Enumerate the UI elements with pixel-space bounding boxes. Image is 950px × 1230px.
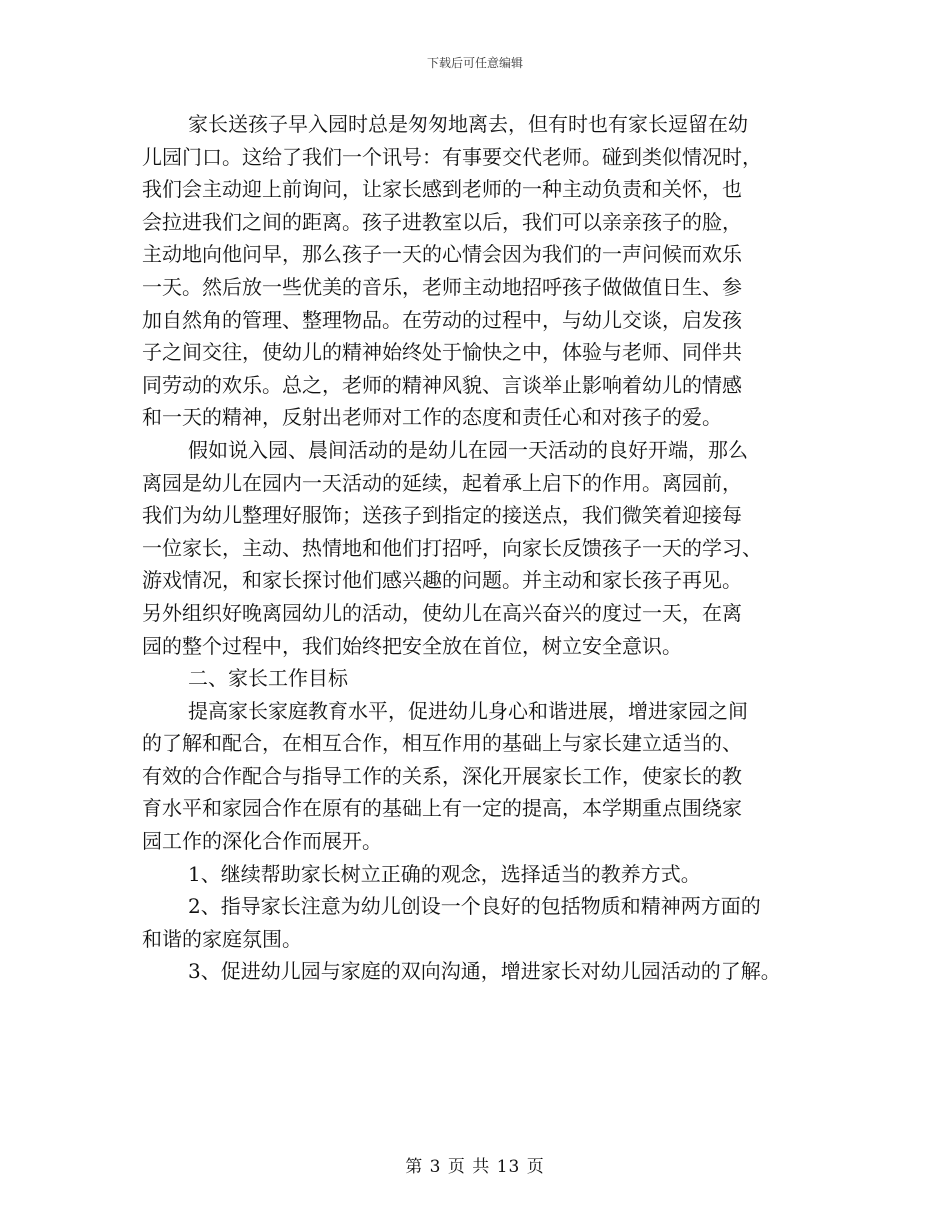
text-line: 有效的合作配合与指导工作的关系，深化开展家长工作，使家长的教 — [142, 763, 742, 788]
body-text — [142, 108, 832, 988]
text-line: 和一天的精神，反射出老师对工作的态度和责任心和对孩子的爱。 — [142, 405, 722, 430]
text-line: 育水平和家园合作在原有的基础上有一定的提高，本学期重点围绕家 — [142, 796, 742, 821]
text-line: 会拉进我们之间的距离。孩子进教室以后，我们可以亲亲孩子的脸， — [142, 209, 742, 234]
text-line: 2、指导家长注意为幼儿创设一个良好的包括物质和精神两方面的 — [188, 894, 761, 919]
text-line: 提高家长家庭教育水平，促进幼儿身心和谐进展，增进家园之间 — [188, 698, 748, 723]
header-note: 下载后可任意编辑 — [426, 56, 523, 70]
text-line: 儿园门口。这给了我们一个讯号：有事要交代老师。碰到类似情况时， — [142, 144, 762, 169]
page-footer: 第 3 页 共 13 页 — [405, 1157, 545, 1177]
text-line: 园工作的深化合作而展开。 — [142, 829, 382, 854]
text-line: 二、家长工作目标 — [188, 666, 348, 691]
text-line: 我们会主动迎上前询问，让家长感到老师的一种主动负责和关怀，也 — [142, 177, 742, 202]
text-line: 一位家长，主动、热情地和他们打招呼，向家长反馈孩子一天的学习、 — [142, 535, 762, 560]
text-line: 的了解和配合，在相互合作，相互作用的基础上与家长建立适当的、 — [142, 731, 742, 756]
text-line: 我们为幼儿整理好服饰；送孩子到指定的接送点，我们微笑着迎接每 — [142, 503, 742, 528]
text-line: 同劳动的欢乐。总之，老师的精神风貌、言谈举止影响着幼儿的情感 — [142, 372, 742, 397]
text-line: 加自然角的管理、整理物品。在劳动的过程中，与幼儿交谈，启发孩 — [142, 307, 742, 332]
text-line: 假如说入园、晨间活动的是幼儿在园一天活动的良好开端，那么 — [188, 437, 748, 462]
text-line: 另外组织好晚离园幼儿的活动，使幼儿在高兴奋兴的度过一天，在离 — [142, 600, 742, 625]
text-line: 园的整个过程中，我们始终把安全放在首位，树立安全意识。 — [142, 633, 682, 658]
text-line: 离园是幼儿在园内一天活动的延续，起着承上启下的作用。离园前， — [142, 470, 742, 495]
text-line: 子之间交往，使幼儿的精神始终处于愉快之中，体验与老师、同伴共 — [142, 340, 742, 365]
text-line: 游戏情况，和家长探讨他们感兴趣的问题。并主动和家长孩子再见。 — [142, 568, 742, 593]
text-line: 主动地向他问早，那么孩子一天的心情会因为我们的一声问候而欢乐 — [142, 242, 742, 267]
text-line: 家长送孩子早入园时总是匆匆地离去，但有时也有家长逗留在幼 — [188, 112, 748, 136]
text-line: 1、继续帮助家长树立正确的观念，选择适当的教养方式。 — [188, 861, 701, 886]
text-line: 一天。然后放一些优美的音乐，老师主动地招呼孩子做做值日生、参 — [142, 274, 742, 299]
text-line: 和谐的家庭氛围。 — [142, 926, 302, 951]
text-line: 3、促进幼儿园与家庭的双向沟通，增进家长对幼儿园活动的了解。 — [188, 959, 781, 984]
